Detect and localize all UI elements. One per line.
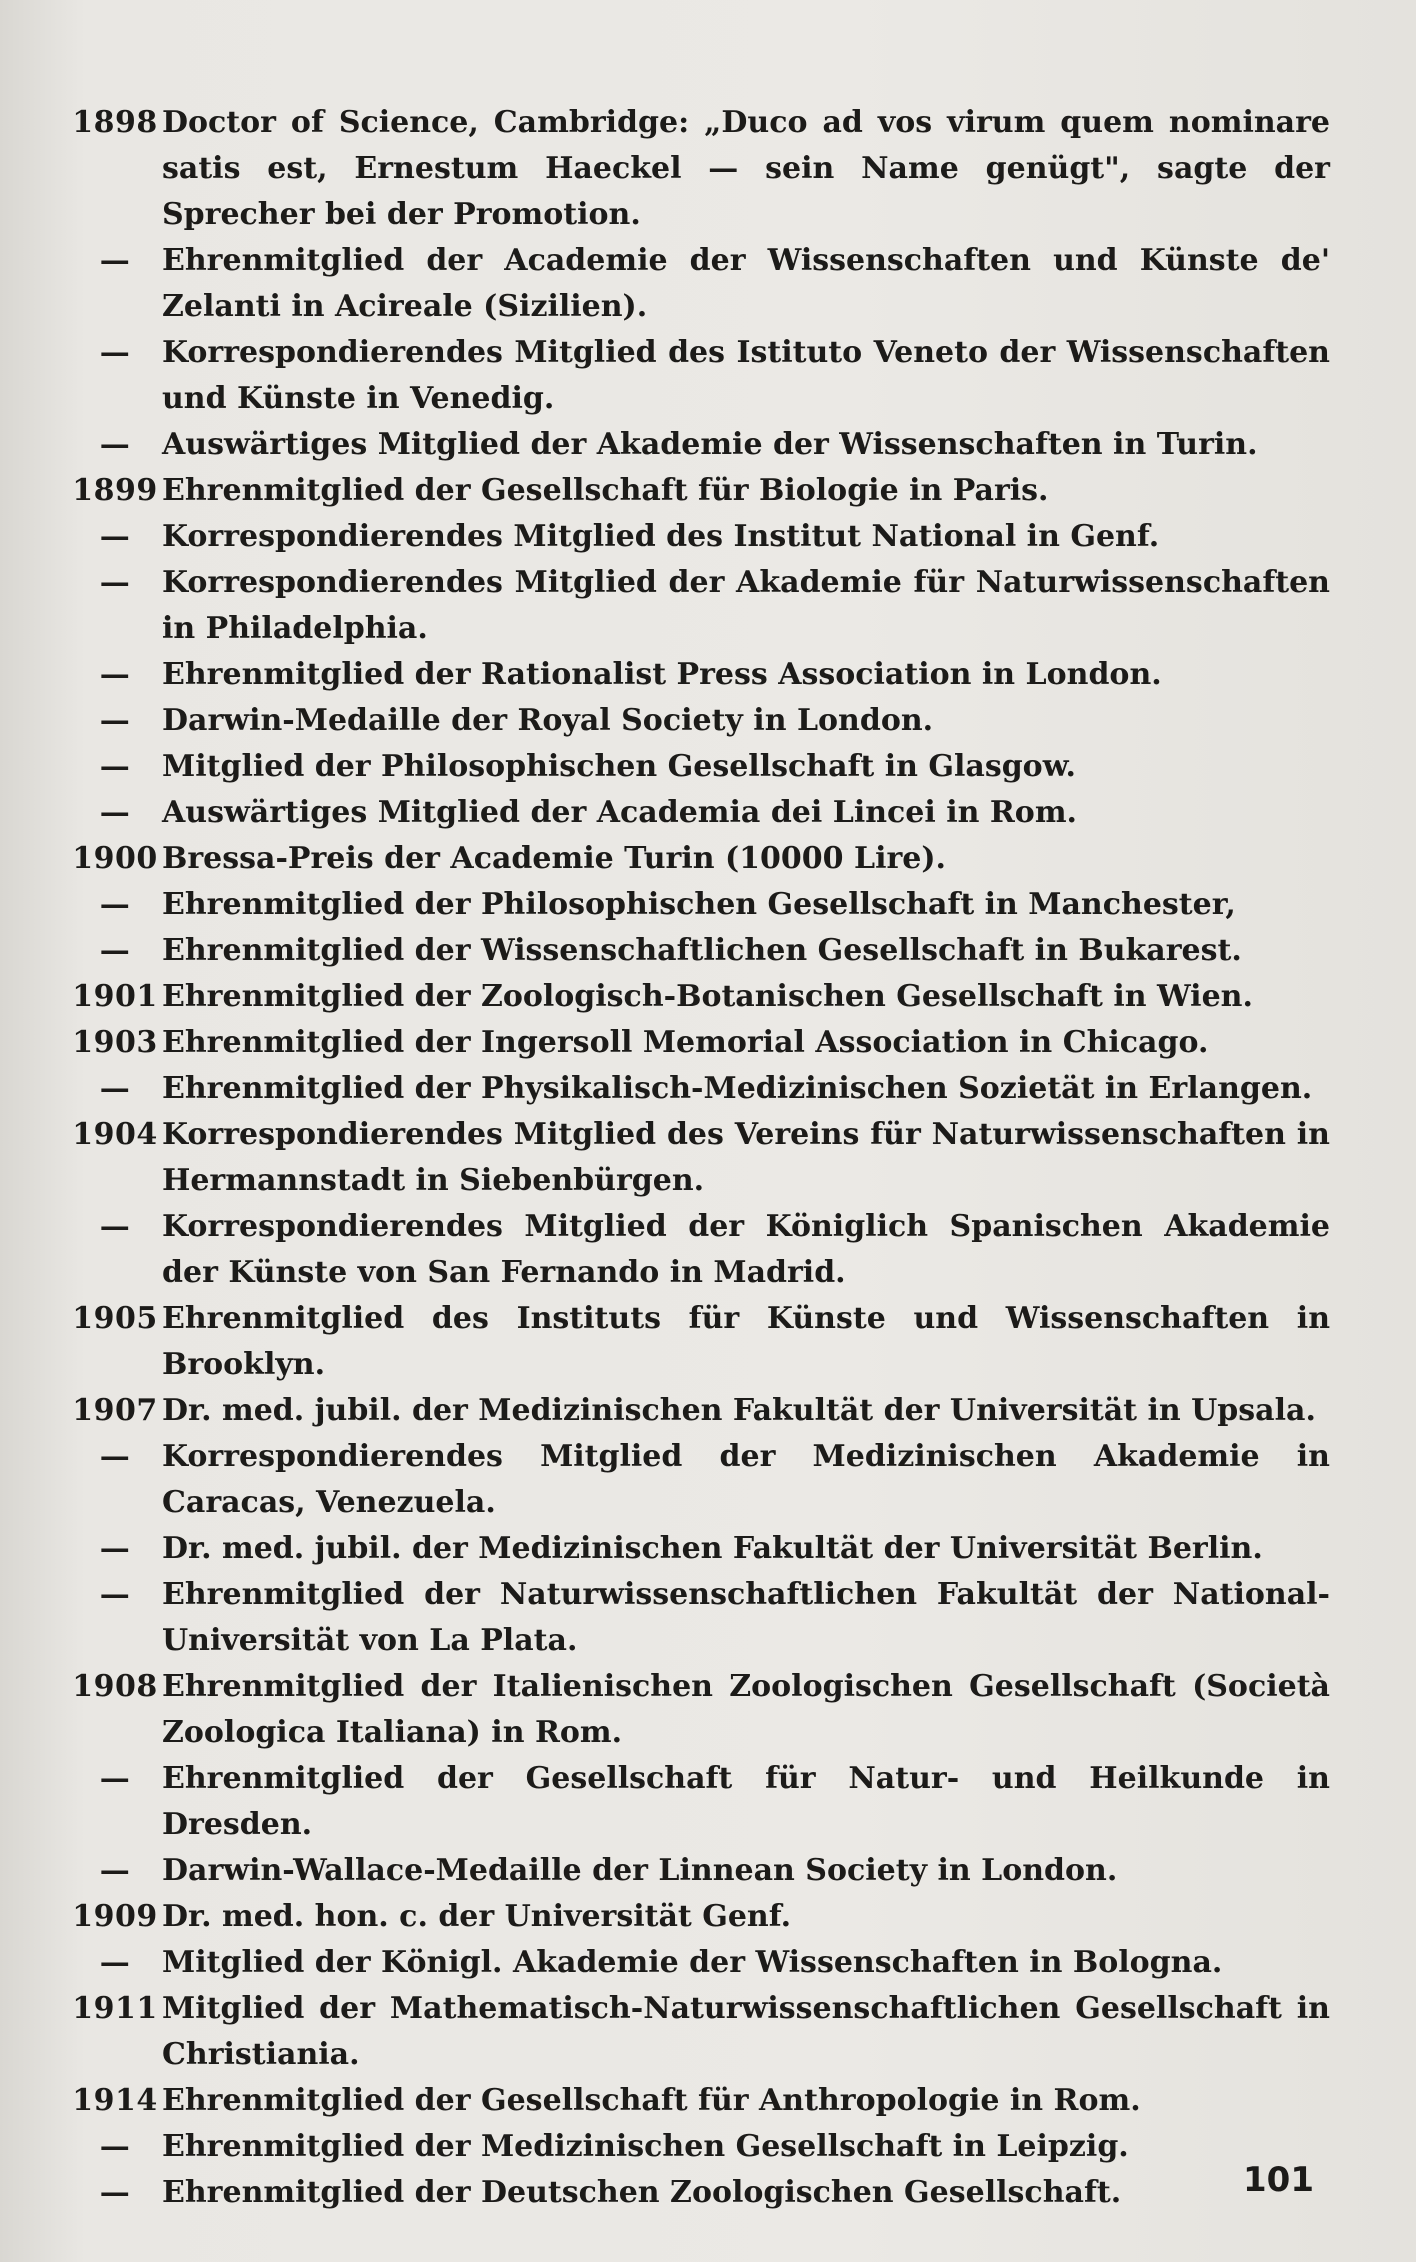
entry-year: 1899 [72, 473, 158, 508]
entry-text: Doctor of Science, Cambridge: „Duco ad vos virum quem nominare satis est, Ernestum Haeckel — sein Name genügt", sagte der Sprecher bei der Promotion. [162, 105, 1330, 232]
entry-text: Bressa-Preis der Academie Turin (10000 Lire). [162, 841, 946, 876]
entry-text: Ehrenmitglied der Rationalist Press Association in London. [162, 657, 1162, 692]
entry-year: — [99, 703, 131, 738]
entry-year: — [99, 1439, 131, 1474]
list-item [68, 652, 1330, 698]
entry-text: Ehrenmitglied der Philosophischen Gesellschaft in Manchester, [162, 887, 1236, 922]
entry-text: Korrespondierendes Mitglied der Akademie für Naturwissenschaften in Philadelphia. [162, 565, 1330, 646]
entry-year: — [99, 1761, 131, 1796]
list-item [68, 1572, 1330, 1664]
entry-text: Korrespondierendes Mitglied der Medizinischen Akademie in Caracas, Venezuela. [162, 1439, 1330, 1520]
list-item [68, 1296, 1330, 1388]
entry-text: Ehrenmitglied der Academie der Wissenschaften und Künste de' Zelanti in Acireale (Sizilien). [162, 243, 1330, 324]
entry-year: 1909 [72, 1899, 158, 1934]
entry-text: Ehrenmitglied der Deutschen Zoologischen Gesellschaft. [162, 2175, 1122, 2210]
entry-text: Ehrenmitglied der Zoologisch-Botanischen Gesellschaft in Wien. [162, 979, 1253, 1014]
entry-year: 1914 [72, 2083, 158, 2118]
list-item [68, 1112, 1330, 1204]
entry-text: Dr. med. hon. c. der Universität Genf. [162, 1899, 792, 1934]
list-item [68, 468, 1330, 514]
entry-year: 1907 [72, 1393, 158, 1428]
entry-year: 1911 [72, 1991, 158, 2026]
list-item [68, 422, 1330, 468]
list-item [68, 1434, 1330, 1526]
list-item [68, 560, 1330, 652]
entry-year: — [99, 1531, 131, 1566]
list-item [68, 928, 1330, 974]
entry-text: Ehrenmitglied der Gesellschaft für Anthropologie in Rom. [162, 2083, 1141, 2118]
entry-text: Ehrenmitglied der Wissenschaftlichen Gesellschaft in Bukarest. [162, 933, 1242, 968]
entry-year: — [99, 1853, 131, 1888]
list-item [68, 882, 1330, 928]
list-item [68, 514, 1330, 560]
page-number: 101 [1243, 2160, 1314, 2200]
entry-text: Ehrenmitglied der Gesellschaft für Natur- und Heilkunde in Dresden. [162, 1761, 1330, 1842]
list-item [68, 1388, 1330, 1434]
entry-year: — [99, 795, 131, 830]
list-item [68, 1940, 1330, 1986]
entry-year: — [99, 1945, 131, 1980]
entry-year: — [99, 749, 131, 784]
entry-text: Dr. med. jubil. der Medizinischen Fakultät der Universität in Upsala. [162, 1393, 1316, 1428]
list-item [68, 698, 1330, 744]
entry-year: 1900 [72, 841, 158, 876]
entry-text: Korrespondierendes Mitglied der Königlich Spanischen Akademie der Künste von San Fernando in Madrid. [162, 1209, 1330, 1290]
list-item [68, 2124, 1330, 2170]
entry-year: — [99, 2175, 131, 2210]
list-item [68, 974, 1330, 1020]
entry-year: — [99, 1209, 131, 1244]
entry-text: Ehrenmitglied der Physikalisch-Medizinischen Sozietät in Erlangen. [162, 1071, 1313, 1106]
entry-year: 1905 [72, 1301, 158, 1336]
entry-text: Korrespondierendes Mitglied des Vereins für Naturwissenschaften in Hermannstadt in Siebenbürgen. [162, 1117, 1330, 1198]
list-item [68, 1066, 1330, 1112]
entry-text: Darwin-Wallace-Medaille der Linnean Society in London. [162, 1853, 1118, 1888]
entry-text: Ehrenmitglied der Naturwissenschaftlichen Fakultät der National-Universität von La Plata. [162, 1577, 1330, 1658]
entry-text: Dr. med. jubil. der Medizinischen Fakultät der Universität Berlin. [162, 1531, 1263, 1566]
entry-text: Mitglied der Philosophischen Gesellschaft in Glasgow. [162, 749, 1076, 784]
entry-text: Auswärtiges Mitglied der Academia dei Lincei in Rom. [162, 795, 1077, 830]
entry-text: Korrespondierendes Mitglied des Istituto Veneto der Wissenschaften und Künste in Venedig. [162, 335, 1330, 416]
entry-text: Ehrenmitglied der Medizinischen Gesellschaft in Leipzig. [162, 2129, 1129, 2164]
list-item [68, 2078, 1330, 2124]
entry-year: — [99, 2129, 131, 2164]
entry-year: — [99, 657, 131, 692]
entry-year: — [99, 243, 131, 278]
list-item [68, 1664, 1330, 1756]
entry-year: — [99, 1577, 131, 1612]
entry-year: — [99, 565, 131, 600]
list-item [68, 1526, 1330, 1572]
entry-year: 1904 [72, 1117, 158, 1152]
honors-list [68, 100, 1330, 2216]
entry-year: 1908 [72, 1669, 158, 1704]
entry-text: Ehrenmitglied des Instituts für Künste und Wissenschaften in Brooklyn. [162, 1301, 1330, 1382]
entry-year: — [99, 933, 131, 968]
list-item [68, 238, 1330, 330]
entry-text: Ehrenmitglied der Ingersoll Memorial Association in Chicago. [162, 1025, 1209, 1060]
entry-text: Ehrenmitglied der Gesellschaft für Biologie in Paris. [162, 473, 1049, 508]
entry-text: Ehrenmitglied der Italienischen Zoologischen Gesellschaft (Società Zoologica Italiana) in Rom. [162, 1669, 1330, 1750]
entry-text: Mitglied der Mathematisch-Naturwissenschaftlichen Gesellschaft in Christiania. [162, 1991, 1330, 2072]
list-item [68, 1894, 1330, 1940]
list-item [68, 744, 1330, 790]
list-item [68, 1986, 1330, 2078]
entry-text: Darwin-Medaille der Royal Society in London. [162, 703, 934, 738]
entry-year: — [99, 519, 131, 554]
entry-text: Korrespondierendes Mitglied des Institut National in Genf. [162, 519, 1160, 554]
entry-year: — [99, 887, 131, 922]
list-item [68, 1204, 1330, 1296]
list-item [68, 100, 1330, 238]
list-item [68, 1756, 1330, 1848]
entry-year: — [99, 427, 131, 462]
entry-text: Auswärtiges Mitglied der Akademie der Wissenschaften in Turin. [162, 427, 1258, 462]
list-item [68, 836, 1330, 882]
list-item [68, 1020, 1330, 1066]
entry-year: 1901 [72, 979, 158, 1014]
list-item [68, 790, 1330, 836]
entry-year: — [99, 1071, 131, 1106]
entry-year: 1898 [72, 105, 158, 140]
list-item [68, 330, 1330, 422]
list-item [68, 2170, 1330, 2216]
list-item [68, 1848, 1330, 1894]
entry-year: 1903 [72, 1025, 158, 1060]
entry-year: — [99, 335, 131, 370]
entry-text: Mitglied der Königl. Akademie der Wissenschaften in Bologna. [162, 1945, 1223, 1980]
